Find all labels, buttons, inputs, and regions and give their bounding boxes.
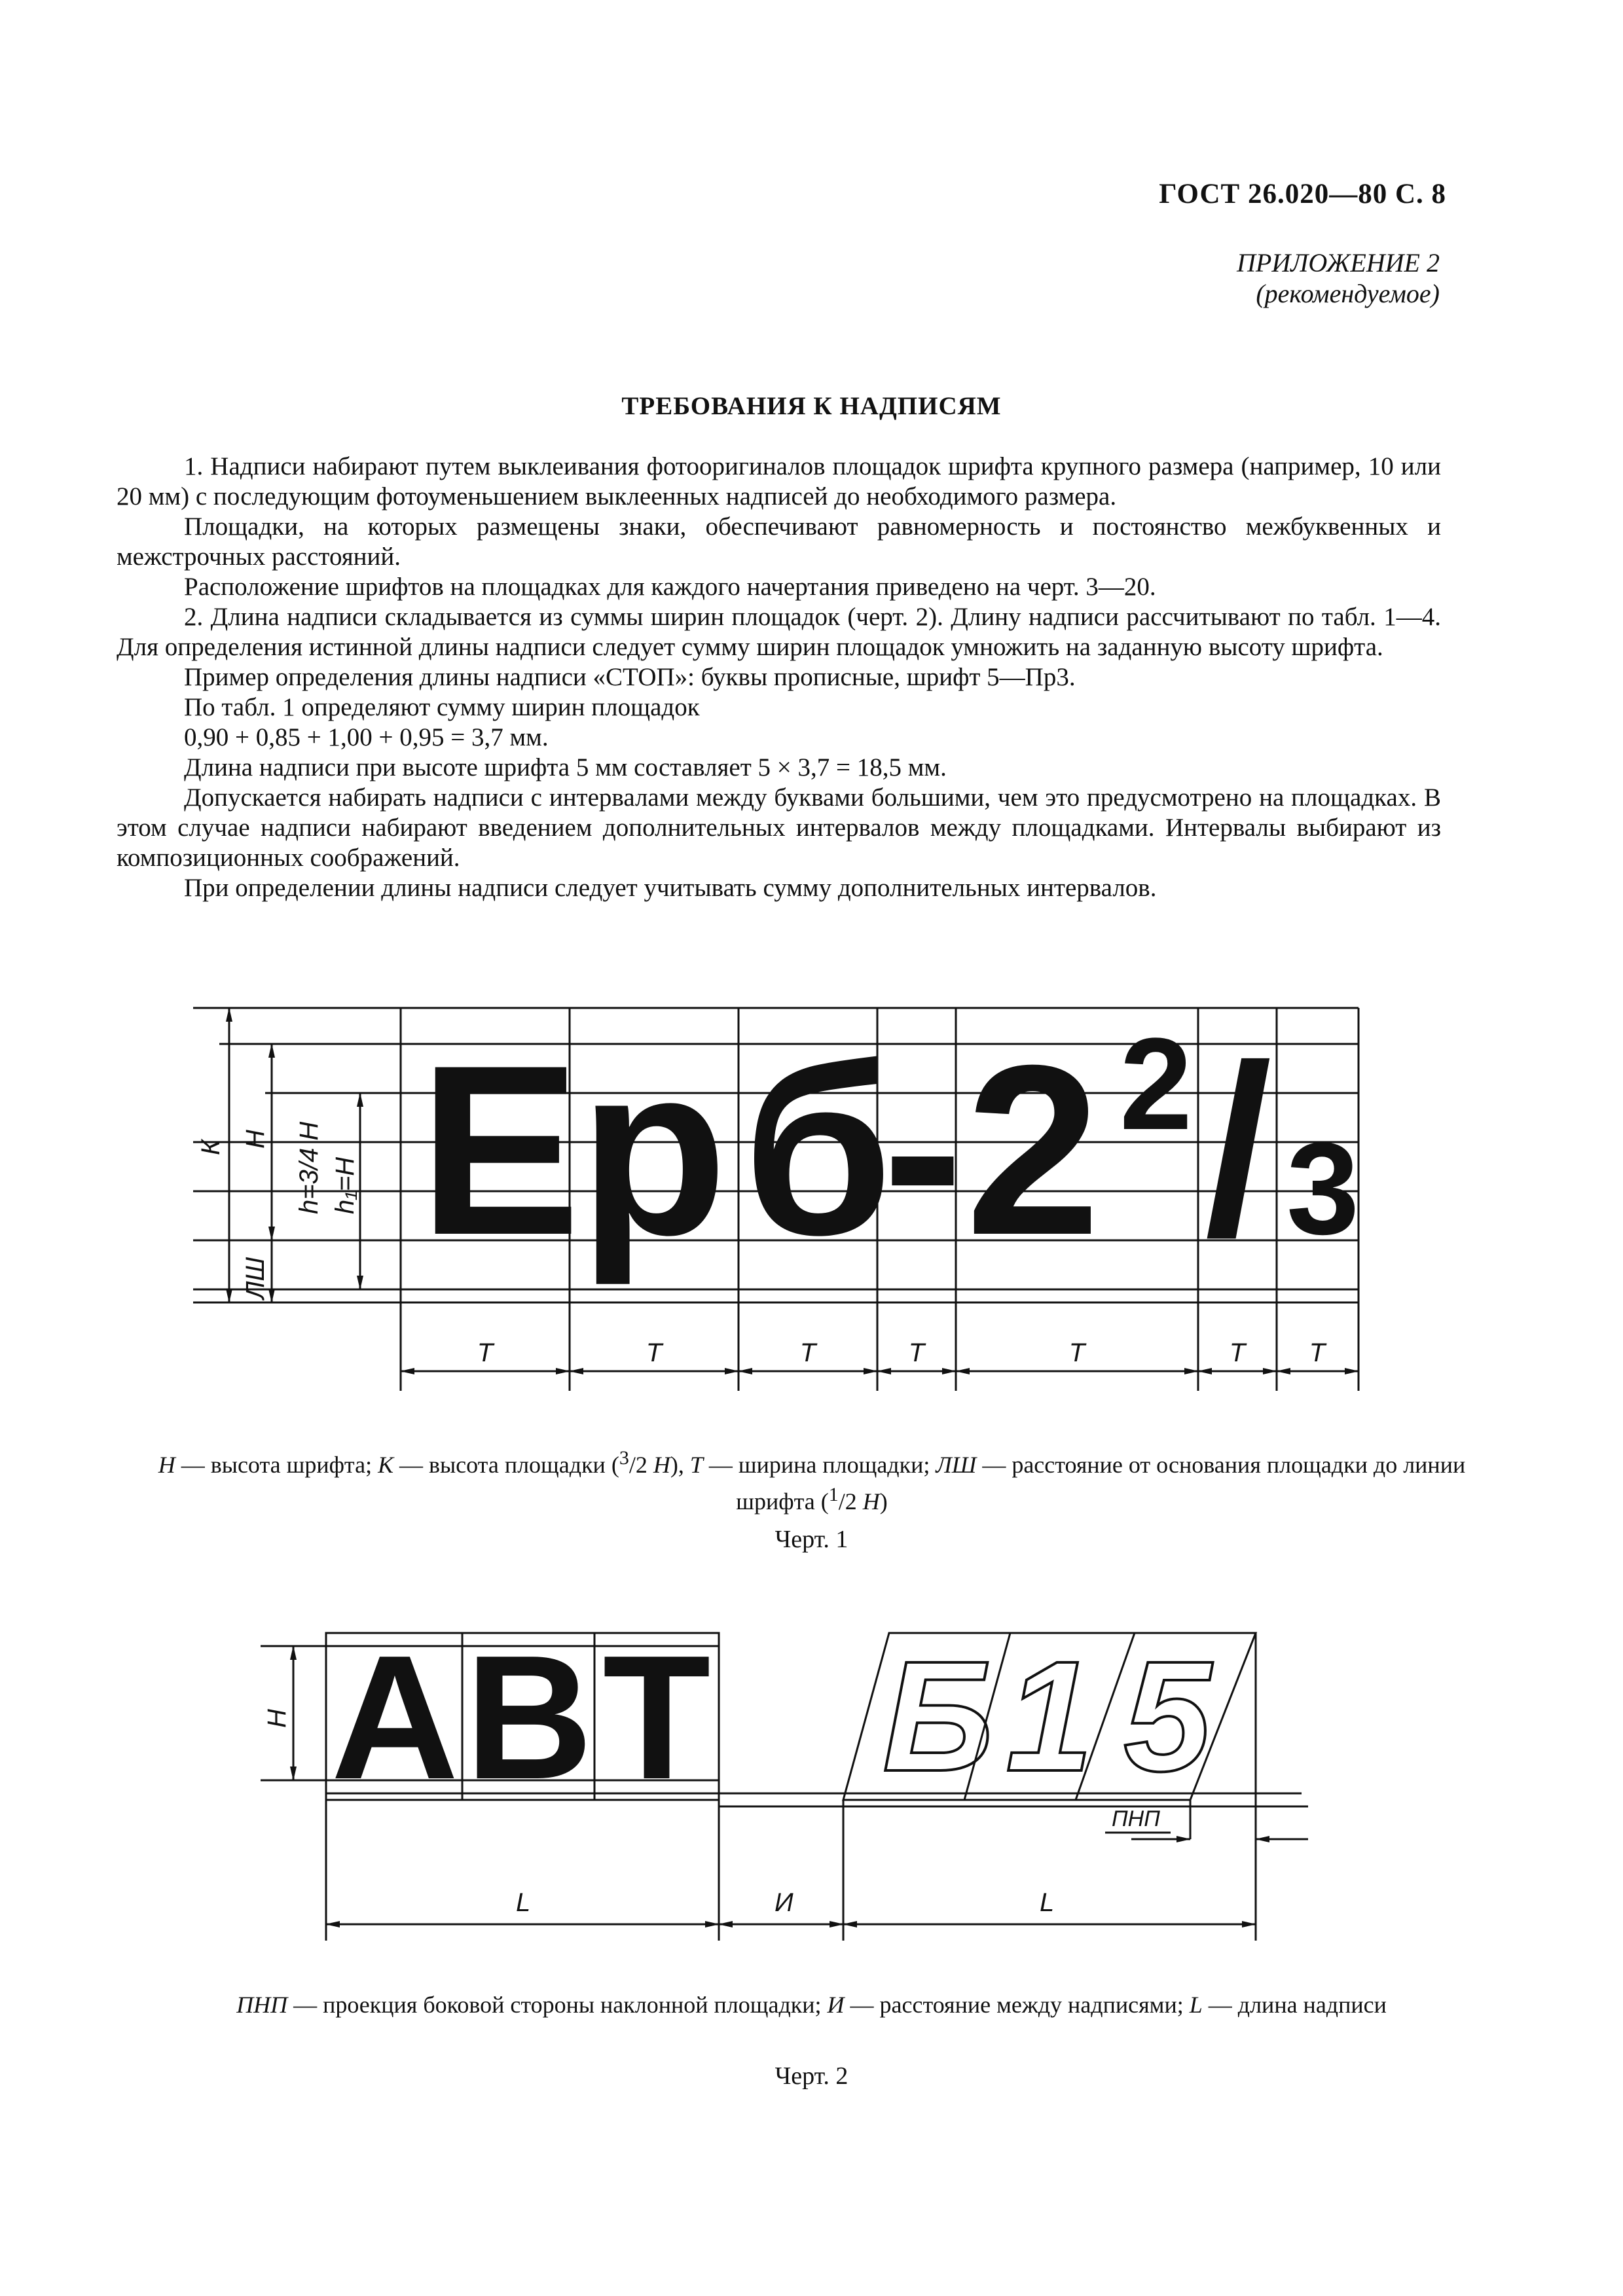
caption-text: — высота площадки (	[393, 1452, 619, 1478]
appendix-title: ПРИЛОЖЕНИЕ 2	[1237, 248, 1440, 278]
label-lsh: ЛШ	[241, 1257, 270, 1299]
caption-text: )	[879, 1488, 888, 1515]
figure-2-upright-letters	[331, 1619, 711, 1816]
caption-fraction-den: /2	[629, 1452, 653, 1478]
figure-1-width-labels	[477, 1338, 1327, 1367]
caption-symbol: К	[378, 1452, 393, 1478]
glyph: Е	[419, 1015, 581, 1285]
section-title: ТРЕБОВАНИЯ К НАДПИСЯМ	[621, 392, 1002, 420]
appendix-heading	[1237, 247, 1440, 309]
paragraph: 0,90 + 0,85 + 1,00 + 0,95 = 3,7 мм.	[184, 723, 549, 751]
caption-text: — высота шрифта;	[175, 1452, 378, 1478]
caption-symbol: И	[827, 1992, 845, 2018]
caption-symbol: L	[1189, 1992, 1203, 2018]
caption-text: — длина надписи	[1202, 1992, 1387, 2018]
paragraph: 1. Надписи набирают путем выклеивания фотооригиналов площадок шрифта крупного размера (например, 10 или 20 мм) с последующим фотоуменьшением выклеенных надписей до необходимого размера.	[117, 452, 1441, 511]
label-l: L	[516, 1888, 531, 1917]
figure-2-diagram	[261, 1607, 1321, 1960]
figure-2-caption	[0, 1991, 1623, 2018]
label-t: Т	[646, 1338, 663, 1367]
paragraph: Пример определения длины надписи «СТОП»: буквы прописные, шрифт 5—Пр3.	[184, 663, 1076, 691]
glyph-subscript: 3	[1286, 1116, 1360, 1262]
paragraph: 2. Длина надписи складывается из суммы ширин площадок (черт. 2). Длину надписи рассчитывают по табл. 1—4. Для определения истинной длины надписи следует сумму ширин площадок умножить на заданную высоту шрифта.	[117, 603, 1441, 661]
figure-1-label: Черт. 1	[775, 1526, 848, 1553]
figure-1-dimension-labels	[196, 1122, 359, 1301]
caption-symbol: ЛШ	[936, 1452, 977, 1478]
label-pnp: ПНП	[1112, 1806, 1160, 1831]
paragraph: По табл. 1 определяют сумму ширин площадок	[184, 693, 700, 721]
figure-1-diagram	[193, 992, 1372, 1410]
paragraph: Расположение шрифтов на площадках для каждого начертания приведено на черт. 3—20.	[184, 573, 1156, 601]
caption-symbol: Н	[158, 1452, 175, 1478]
label-k: К	[196, 1139, 225, 1155]
label-l: L	[1040, 1888, 1055, 1917]
label-t: Т	[1309, 1338, 1326, 1367]
label-h1: h₁=H	[331, 1157, 359, 1214]
paragraph: Допускается набирать надписи с интервалами между буквами большими, чем это предусмотрено на площадках. В этом случае надписи набирают введением дополнительных интервалов между площадками. Интервалы выбирают из композиционных соображений.	[117, 783, 1441, 872]
label-h: Н	[263, 1709, 291, 1728]
caption-text: — проекция боковой стороны наклонной площадки;	[287, 1992, 828, 2018]
glyph: р	[579, 1015, 728, 1285]
glyph: б	[743, 1015, 893, 1285]
label-t: Т	[477, 1338, 494, 1367]
caption-text: — расстояние между надписями;	[844, 1992, 1190, 2018]
caption-symbol: Н	[862, 1488, 880, 1515]
caption-text: — ширина площадки;	[702, 1452, 936, 1478]
label-i: И	[775, 1888, 793, 1917]
caption-symbol: Н	[653, 1452, 670, 1478]
figure-2-italic-letters	[883, 1628, 1213, 1804]
caption-text: — расстояние от основания площадки до линии шрифта (	[736, 1452, 1466, 1515]
body-text	[117, 452, 1441, 903]
caption-fraction-num: 1	[828, 1484, 839, 1505]
paragraph: Площадки, на которых размещены знаки, обеспечивают равномерность и постоянство межбуквенных и межстрочных расстояний.	[117, 512, 1441, 571]
paragraph: Длина надписи при высоте шрифта 5 мм составляет 5 × 3,7 = 18,5 мм.	[184, 753, 947, 781]
glyph: 2	[966, 1015, 1101, 1285]
glyph: /	[1205, 1015, 1272, 1285]
caption-fraction-num: 3	[619, 1447, 629, 1469]
label-h-three-quarter: h=3/4 H	[295, 1121, 323, 1214]
glyph: В	[465, 1619, 593, 1816]
glyph: А	[331, 1619, 459, 1816]
paragraph: При определении длины надписи следует учитывать сумму дополнительных интервалов.	[184, 874, 1157, 902]
glyph: Т	[602, 1619, 711, 1816]
label-t: Т	[1068, 1338, 1085, 1367]
glyph-outline: 5	[1123, 1628, 1211, 1804]
glyph-outline: Б	[883, 1628, 994, 1804]
caption-symbol: Т	[689, 1452, 703, 1478]
glyph-outline: 1	[1006, 1628, 1093, 1804]
label-h: Н	[241, 1130, 270, 1149]
figure-1-caption	[157, 1443, 1467, 1516]
label-t: Т	[908, 1338, 925, 1367]
appendix-note: (рекомендуемое)	[1256, 279, 1440, 308]
glyph: -	[883, 1015, 964, 1285]
figure-1-glyphs	[419, 1011, 1359, 1287]
label-t: Т	[1229, 1338, 1246, 1367]
label-t: Т	[799, 1338, 816, 1367]
caption-symbol: ПНП	[236, 1992, 288, 2018]
caption-fraction-den: /2	[838, 1488, 863, 1515]
document-code: ГОСТ 26.020—80 С. 8	[1159, 179, 1446, 209]
caption-text: ),	[670, 1452, 690, 1478]
glyph-superscript: 2	[1120, 1011, 1193, 1157]
figure-2-label: Черт. 2	[775, 2062, 848, 2090]
